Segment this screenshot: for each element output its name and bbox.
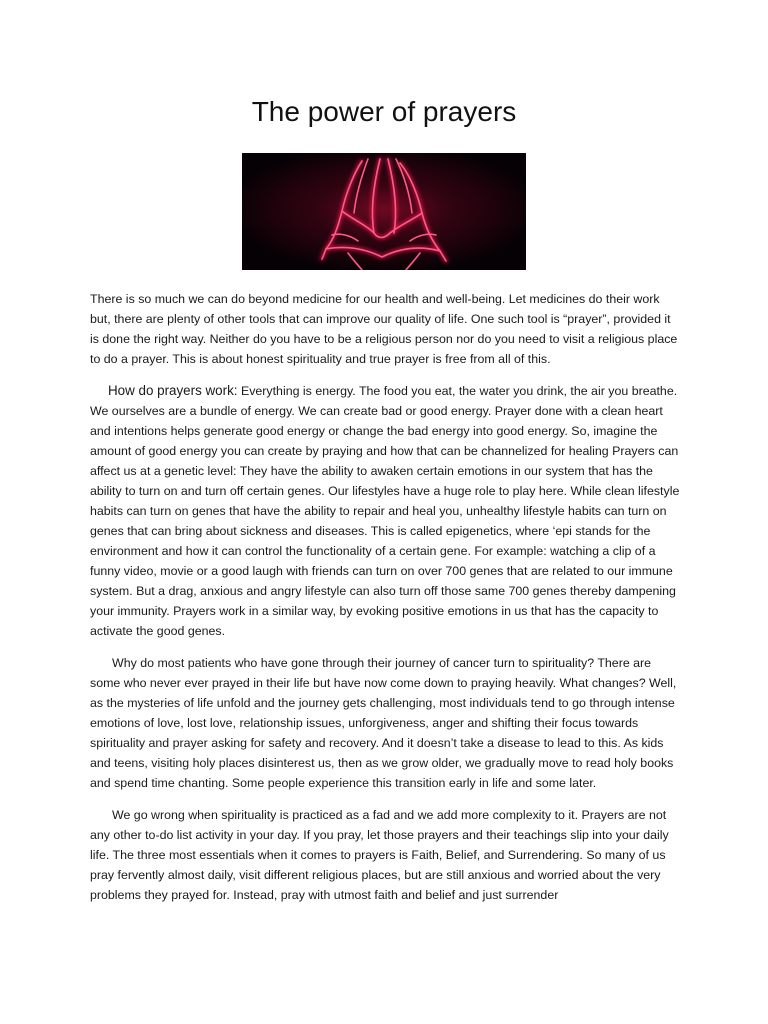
- paragraph: [90, 653, 680, 793]
- article-body: [90, 289, 680, 917]
- paragraph-text: Why do most patients who have gone through their journey of cancer turn to spirituality? There are some who never ever prayed in their life but have now come down to praying heavily. What changes? Well, as the mysteries of life unfold and the journey gets challenging, most individuals tend to go through intense emotions of love, lost love, relationship issues, unforgiveness, anger and shifting their focus towards spirituality and prayer asking for safety and recovery. And it doesn’t take a disease to lead to this. As kids and teens, visiting holy places disinterest us, then as we grow older, we gradually move to read holy books and spend time chanting. Some people experience this transition early in life and some later.: [90, 656, 677, 790]
- paragraph-text: There is so much we can do beyond medicine for our health and well-being. Let medicines do their work but, there are plenty of other tools that can improve our quality of life. One such tool is “prayer”, provided it is done the right way. Neither do you have to be a religious person nor do you need to visit a religious place to do a prayer. This is about honest spirituality and true prayer is free from all of this.: [90, 292, 678, 366]
- paragraph-lead: How do prayers work:: [108, 383, 238, 398]
- paragraph-text: We go wrong when spirituality is practiced as a fad and we add more complexity to it. Prayers are not any other to-do list activity in your day. If you pray, let those prayers and their teachings slip into your daily life. The three most essentials when it comes to prayers is Faith, Belief, and Surrendering. So many of us pray fervently almost daily, visit different religious places, but are still anxious and worried about the very problems they prayed for. Instead, pray with utmost faith and belief and just surrender: [90, 808, 669, 902]
- paragraph: [90, 381, 680, 641]
- page-title: The power of prayers: [251, 96, 517, 127]
- praying-hands-icon: [242, 153, 526, 270]
- paragraph-text: Everything is energy. The food you eat, the water you drink, the air you breathe. We ourselves are a bundle of energy. We can create bad or good energy. Prayer done with a clean heart and intentions helps generate good energy or change the bad energy into good energy. So, imagine the amount of good energy you can create by praying and how that can be channelized for healing Prayers can affect us at a genetic level: They have the ability to awaken certain emotions in our system that has the ability to turn on and turn off certain genes. Our lifestyles have a huge role to play here. While clean lifestyle habits can turn on genes that have the ability to repair and heal you, unhealthy lifestyle habits can turn on genes that can bring about sickness and diseases. This is called epigenetics, where ‘epi stands for the environment and how it can control the functionality of a certain gene. For example: watching a clip of a funny video, movie or a good laugh with friends can turn on over 700 genes that are related to our immune system. But a drag, anxious and angry lifestyle can also turn off those same 700 genes thereby dampening your immunity. Prayers work in a similar way, by evoking positive emotions in us that has the capacity to activate the good genes.: [90, 384, 680, 638]
- paragraph: [90, 289, 680, 369]
- praying-hands-image: [242, 153, 526, 270]
- paragraph: [90, 805, 680, 905]
